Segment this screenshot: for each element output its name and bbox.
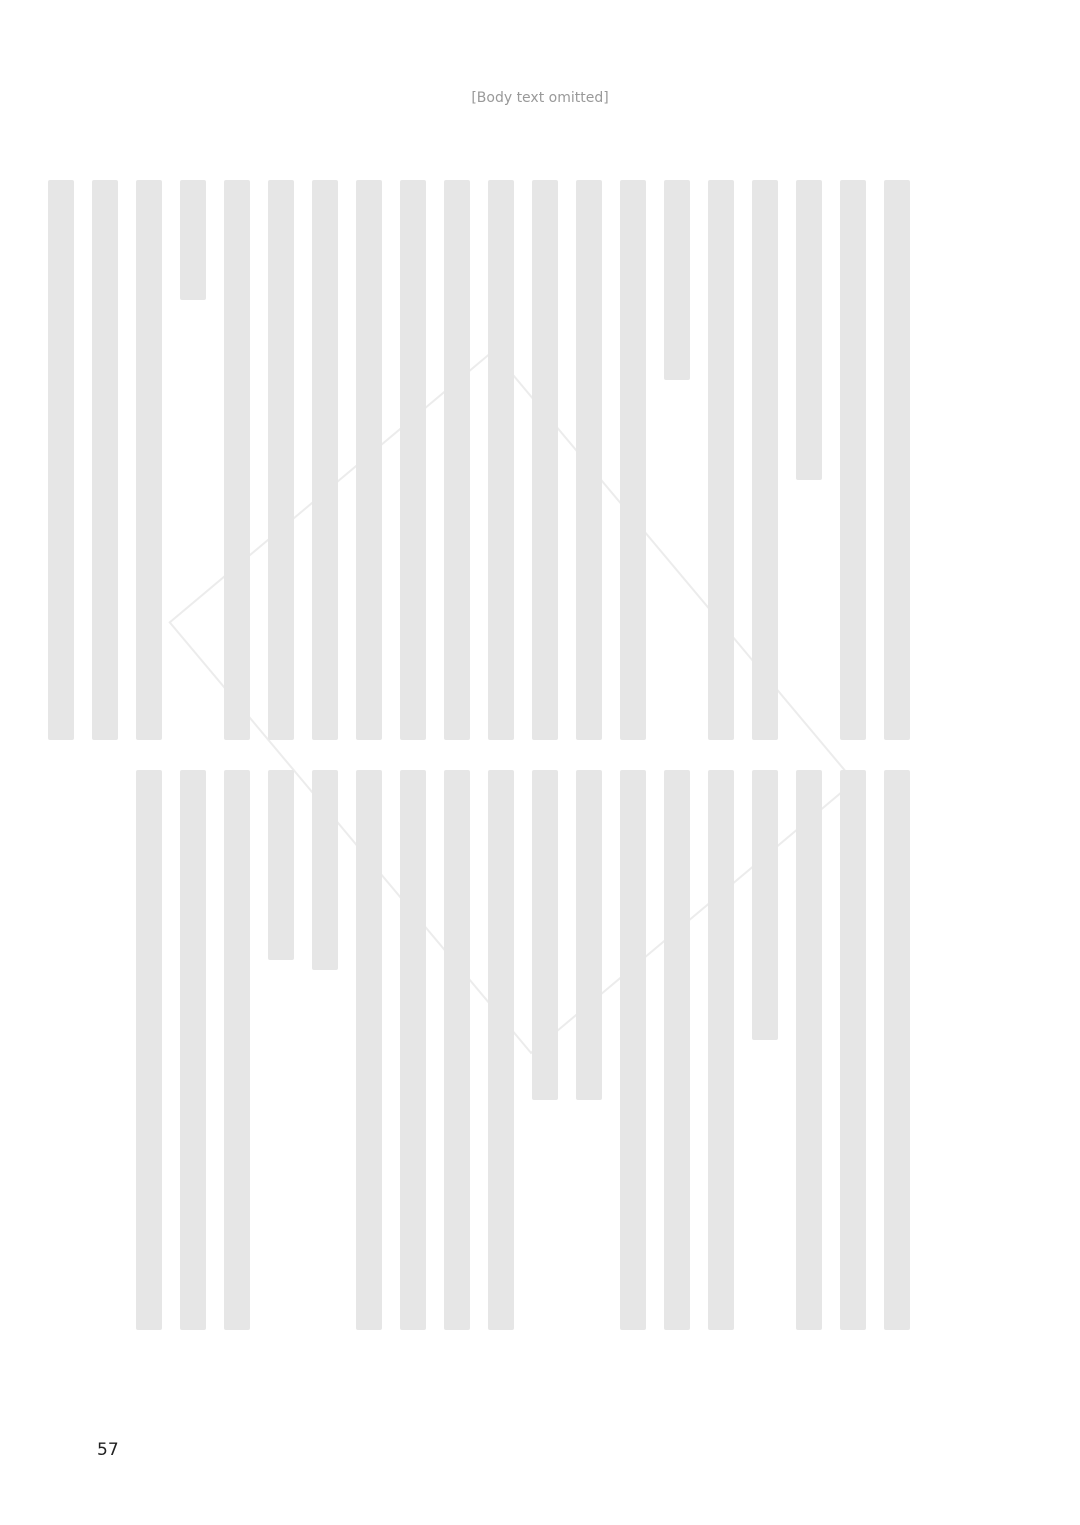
text-column-placeholder bbox=[180, 770, 206, 1330]
text-column-placeholder bbox=[752, 180, 778, 740]
text-column-placeholder bbox=[796, 770, 822, 1330]
text-column-placeholder bbox=[444, 180, 470, 740]
text-column-placeholder bbox=[136, 180, 162, 740]
text-column-placeholder bbox=[268, 770, 294, 960]
text-column-placeholder bbox=[224, 180, 250, 740]
text-column-placeholder bbox=[796, 180, 822, 480]
text-column-placeholder bbox=[488, 180, 514, 740]
text-column-placeholder bbox=[400, 770, 426, 1330]
omitted-text-notice: [Body text omitted] bbox=[471, 90, 609, 106]
text-column-placeholder bbox=[312, 770, 338, 970]
text-column-placeholder bbox=[180, 180, 206, 300]
text-column-placeholder bbox=[92, 180, 118, 740]
text-column-placeholder bbox=[136, 770, 162, 1330]
text-column-placeholder bbox=[356, 770, 382, 1330]
text-column-placeholder bbox=[532, 770, 558, 1100]
text-column-placeholder bbox=[708, 180, 734, 740]
text-column-placeholder bbox=[576, 770, 602, 1100]
text-column-placeholder bbox=[840, 770, 866, 1330]
text-column-placeholder bbox=[620, 770, 646, 1330]
page-number: 57 bbox=[97, 1440, 119, 1460]
text-column-placeholder bbox=[400, 180, 426, 740]
text-column-placeholder bbox=[356, 180, 382, 740]
text-column-placeholder bbox=[884, 770, 910, 1330]
text-column-placeholder bbox=[620, 180, 646, 740]
text-column-placeholder bbox=[752, 770, 778, 1040]
text-column-placeholder bbox=[708, 770, 734, 1330]
text-column-placeholder bbox=[532, 180, 558, 740]
text-column-placeholder bbox=[268, 180, 294, 740]
text-column-placeholder bbox=[664, 180, 690, 380]
text-column-placeholder bbox=[48, 180, 74, 740]
text-column-placeholder bbox=[488, 770, 514, 1330]
text-column-placeholder bbox=[224, 770, 250, 1330]
text-column-placeholder bbox=[444, 770, 470, 1330]
text-column-placeholder bbox=[840, 180, 866, 740]
upper-text-tier bbox=[48, 180, 910, 740]
text-column-placeholder bbox=[884, 180, 910, 740]
lower-text-tier bbox=[136, 770, 910, 1330]
text-column-placeholder bbox=[312, 180, 338, 740]
text-column-placeholder bbox=[576, 180, 602, 740]
text-column-placeholder bbox=[664, 770, 690, 1330]
